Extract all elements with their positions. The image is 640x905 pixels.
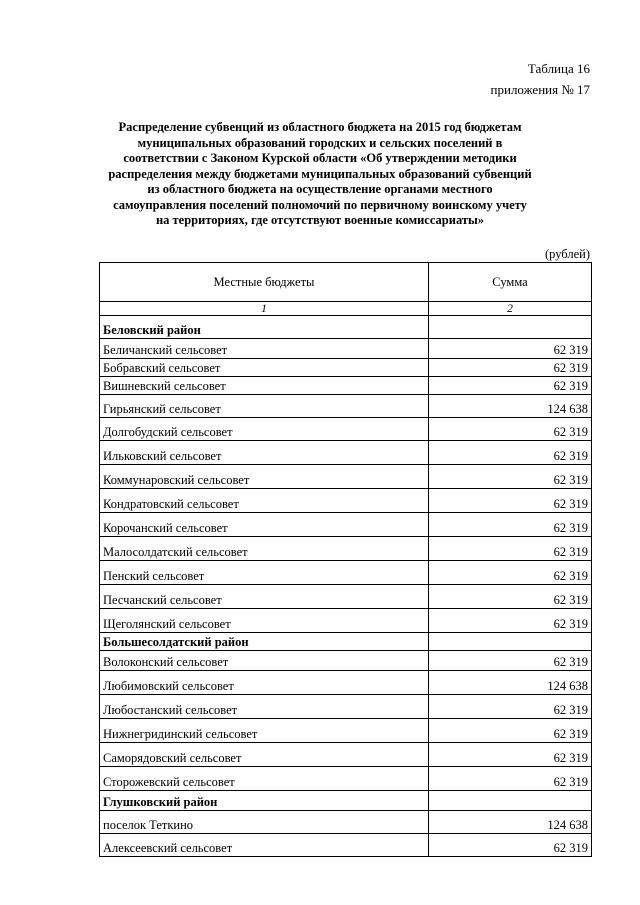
amount-cell — [429, 316, 592, 339]
amount-cell: 62 319 — [429, 465, 592, 489]
document-title: Распределение субвенций из областного бюджета на 2015 год бюджетам муниципальных образований городских и сельских поселений в соответствии с Законом Курской области «Об утверждении методики распределения между бюджетами муниципальных образований субвенций из областного бюджета на осуществление органами местного самоуправления поселений полномочий по первичному воинскому учету на территориях, где отсутствуют военные комиссариаты» — [108, 120, 532, 227]
amount-cell: 62 319 — [429, 339, 592, 359]
amount-cell: 62 319 — [429, 585, 592, 609]
amount-cell: 62 319 — [429, 418, 592, 441]
municipality-name: Коммунаровский сельсовет — [100, 465, 429, 489]
table-row — [100, 651, 592, 671]
municipality-name: Саморядовский сельсовет — [100, 743, 429, 767]
table-row — [100, 441, 592, 465]
amount-cell: 62 319 — [429, 609, 592, 633]
table-row — [100, 418, 592, 441]
municipality-name: Ильковский сельсовет — [100, 441, 429, 465]
amount-cell: 62 319 — [429, 695, 592, 719]
column-number-1: 1 — [100, 302, 429, 316]
table-row — [100, 561, 592, 585]
district-row — [100, 316, 592, 339]
district-name: Беловский район — [100, 316, 429, 339]
table-row — [100, 359, 592, 377]
column-header-budgets: Местные бюджеты — [100, 263, 429, 302]
municipality-name: Гирьянский сельсовет — [100, 395, 429, 418]
table-row — [100, 671, 592, 695]
amount-cell: 62 319 — [429, 719, 592, 743]
subsidy-table — [99, 262, 592, 857]
column-header-amount: Сумма — [429, 263, 592, 302]
municipality-name: поселок Теткино — [100, 811, 429, 834]
municipality-name: Сторожевский сельсовет — [100, 767, 429, 791]
table-number: Таблица 16 — [527, 61, 590, 76]
district-row — [100, 791, 592, 811]
municipality-name: Волоконский сельсовет — [100, 651, 429, 671]
table-row — [100, 609, 592, 633]
column-number-2: 2 — [429, 302, 592, 316]
amount-cell: 124 638 — [429, 811, 592, 834]
municipality-name: Нижнегридинский сельсовет — [100, 719, 429, 743]
table-row — [100, 719, 592, 743]
municipality-name: Корочанский сельсовет — [100, 513, 429, 537]
municipality-name: Алексеевский сельсовет — [100, 834, 429, 857]
table-row — [100, 834, 592, 857]
district-name: Большесолдатский район — [100, 633, 429, 651]
municipality-name: Малосолдатский сельсовет — [100, 537, 429, 561]
table-row — [100, 489, 592, 513]
table-row — [100, 585, 592, 609]
amount-cell: 62 319 — [429, 441, 592, 465]
amount-cell: 124 638 — [429, 395, 592, 418]
table-row — [100, 513, 592, 537]
municipality-name: Вишневский сельсовет — [100, 377, 429, 395]
table-row — [100, 767, 592, 791]
amount-cell: 62 319 — [429, 743, 592, 767]
amount-cell: 62 319 — [429, 834, 592, 857]
column-number-row — [100, 302, 592, 316]
amount-cell: 62 319 — [429, 537, 592, 561]
amount-cell: 62 319 — [429, 489, 592, 513]
amount-cell — [429, 633, 592, 651]
appendix-number: приложения № 17 — [490, 82, 590, 97]
table-row — [100, 537, 592, 561]
unit-label: (рублей) — [544, 247, 590, 261]
municipality-name: Любимовский сельсовет — [100, 671, 429, 695]
table-row — [100, 695, 592, 719]
municipality-name: Беличанский сельсовет — [100, 339, 429, 359]
amount-cell: 62 319 — [429, 513, 592, 537]
municipality-name: Пенский сельсовет — [100, 561, 429, 585]
municipality-name: Кондратовский сельсовет — [100, 489, 429, 513]
table-row — [100, 811, 592, 834]
district-name: Глушковский район — [100, 791, 429, 811]
table-row — [100, 465, 592, 489]
municipality-name: Любостанский сельсовет — [100, 695, 429, 719]
amount-cell: 62 319 — [429, 561, 592, 585]
amount-cell: 62 319 — [429, 359, 592, 377]
district-row — [100, 633, 592, 651]
table-row — [100, 377, 592, 395]
amount-cell: 62 319 — [429, 651, 592, 671]
amount-cell: 124 638 — [429, 671, 592, 695]
table-header-row — [100, 263, 592, 302]
amount-cell: 62 319 — [429, 377, 592, 395]
municipality-name: Песчанский сельсовет — [100, 585, 429, 609]
amount-cell: 62 319 — [429, 767, 592, 791]
municipality-name: Щеголянский сельсовет — [100, 609, 429, 633]
municipality-name: Долгобудский сельсовет — [100, 418, 429, 441]
municipality-name: Бобравский сельсовет — [100, 359, 429, 377]
table-row — [100, 339, 592, 359]
table-row — [100, 395, 592, 418]
amount-cell — [429, 791, 592, 811]
table-row — [100, 743, 592, 767]
